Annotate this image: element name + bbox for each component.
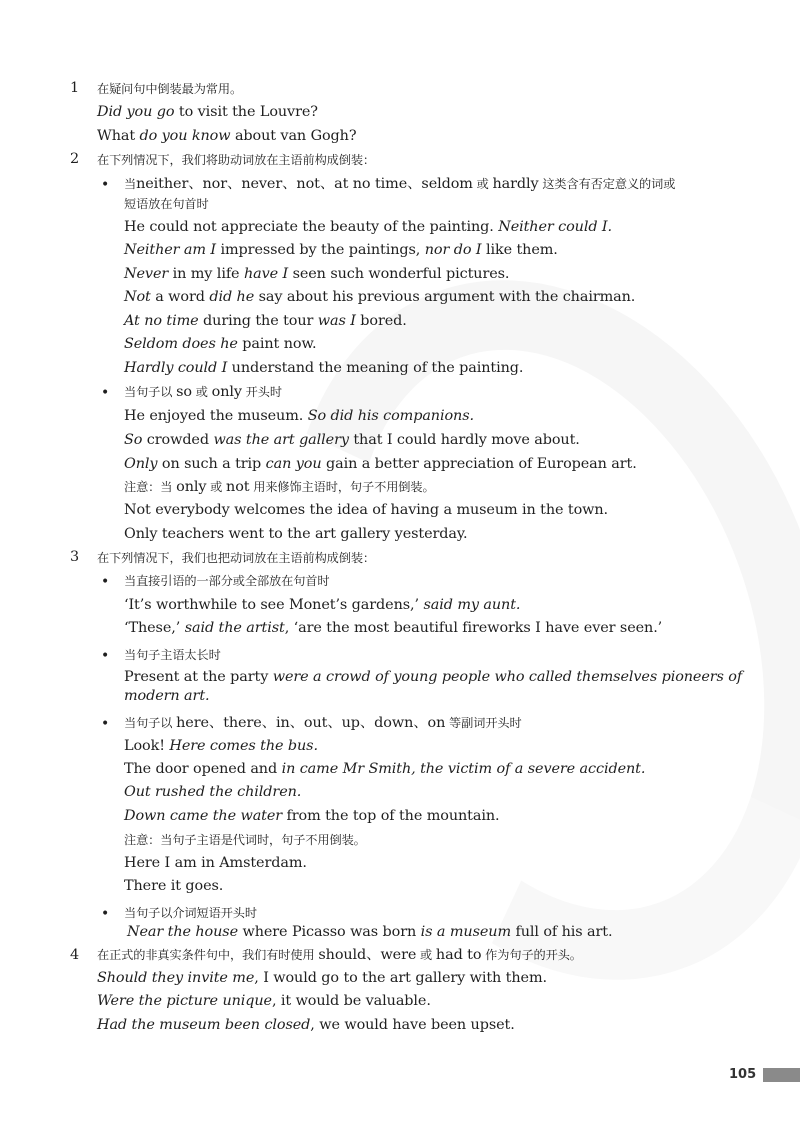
example-sentence: There it goes. — [124, 878, 224, 894]
bullet-label-cont: 短语放在句首时 — [124, 197, 209, 211]
section-heading: 在疑问句中倒装最为常用。 — [97, 82, 243, 96]
note-text: 注意：当句子主语是代词时，句子不用倒装。 — [124, 833, 366, 847]
bullet-label: 当直接引语的一部分或全部放在句首时 — [124, 574, 330, 588]
example-sentence: So crowded was the art gallery that I could hardly move about. — [124, 432, 580, 448]
example-sentence: Near the house where Picasso was born is a museum full of his art. — [127, 924, 613, 940]
example-sentence: Never in my life have I seen such wonderful pictures. — [124, 266, 510, 282]
section-number: 3 — [70, 549, 80, 565]
example-sentence: At no time during the tour was I bored. — [124, 313, 407, 329]
example-sentence: What do you know about van Gogh? — [97, 128, 357, 144]
example-sentence: ‘These,’ said the artist, ‘are the most beautiful fireworks I have ever seen.’ — [124, 620, 663, 636]
example-sentence: Had the museum been closed, we would have been upset. — [97, 1017, 515, 1033]
section-number: 2 — [70, 151, 80, 167]
bullet-label: 当句子以介词短语开头时 — [124, 906, 257, 920]
section-number: 1 — [70, 80, 80, 96]
note-text: 注意：当 only 或 not 用来修饰主语时，句子不用倒装。 — [124, 479, 435, 495]
example-sentence: He could not appreciate the beauty of the painting. Neither could I. — [124, 219, 612, 235]
page-number: 105 — [729, 1067, 757, 1082]
page-number-bar — [763, 1068, 800, 1082]
example-sentence: Only teachers went to the art gallery yesterday. — [124, 526, 468, 542]
example-sentence: Present at the party were a crowd of young people who called themselves pioneers of — [124, 669, 743, 685]
bullet-label: 当句子主语太长时 — [124, 648, 221, 662]
example-sentence: Should they invite me, I would go to the art gallery with them. — [97, 970, 547, 986]
example-sentence: Not a word did he say about his previous argument with the chairman. — [124, 289, 636, 305]
example-sentence: He enjoyed the museum. So did his companions. — [124, 408, 474, 424]
bullet-icon: • — [101, 648, 110, 664]
example-sentence: Neither am I impressed by the paintings, nor do I like them. — [124, 242, 558, 258]
section-heading: 在下列情况下，我们将助动词放在主语前构成倒装： — [97, 153, 376, 167]
bullet-icon: • — [101, 574, 110, 590]
example-sentence: Here I am in Amsterdam. — [124, 855, 307, 871]
example-sentence: Out rushed the children. — [124, 784, 302, 800]
example-sentence: Were the picture unique, it would be valuable. — [97, 993, 431, 1009]
section-heading: 在正式的非真实条件句中，我们有时使用 should、were 或 had to 作为句子的开头。 — [97, 947, 582, 963]
bullet-icon: • — [101, 716, 110, 732]
example-sentence-cont: modern art. — [124, 688, 210, 704]
example-sentence: Not everybody welcomes the idea of having a museum in the town. — [124, 502, 609, 518]
bullet-icon: • — [101, 177, 110, 193]
bullet-icon: • — [101, 906, 110, 922]
example-sentence: Only on such a trip can you gain a better appreciation of European art. — [124, 456, 637, 472]
example-sentence: Did you go to visit the Louvre? — [97, 104, 318, 120]
bullet-icon: • — [101, 385, 110, 401]
bullet-label: 当neither、nor、never、not、at no time、seldom 或 hardly 这类含有否定意义的词或 — [124, 176, 676, 192]
example-sentence: Look! Here comes the bus. — [124, 738, 318, 754]
section-heading: 在下列情况下，我们也把动词放在主语前构成倒装： — [97, 551, 376, 565]
example-sentence: The door opened and in came Mr Smith, the victim of a severe accident. — [124, 761, 646, 777]
example-sentence: Down came the water from the top of the mountain. — [124, 808, 500, 824]
bullet-label: 当句子以 here、there、in、out、up、down、on 等副词开头时 — [124, 715, 522, 731]
bullet-label: 当句子以 so 或 only 开头时 — [124, 384, 282, 400]
example-sentence: ‘It’s worthwhile to see Monet’s gardens,’ said my aunt. — [124, 597, 521, 613]
example-sentence: Hardly could I understand the meaning of the painting. — [124, 360, 524, 376]
section-number: 4 — [70, 947, 80, 963]
example-sentence: Seldom does he paint now. — [124, 336, 317, 352]
